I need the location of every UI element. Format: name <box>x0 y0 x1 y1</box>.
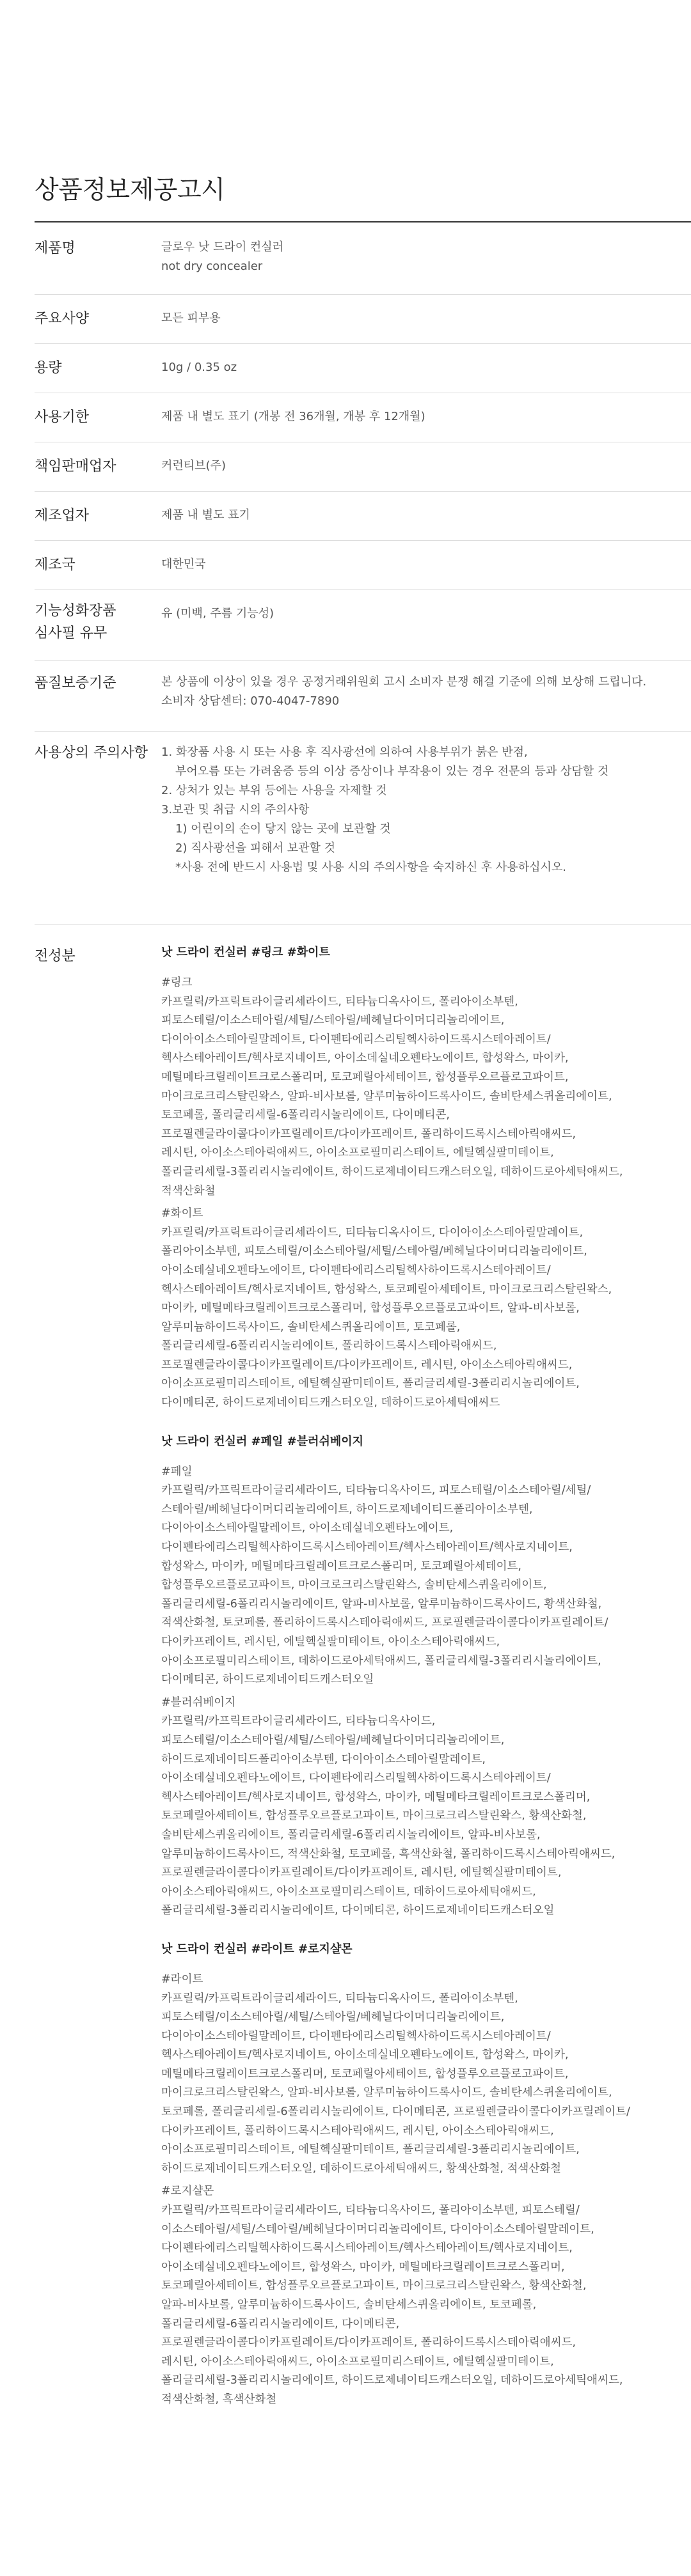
ingredient-line: 아이소프로필미리스테이트, 에틸헥실팔미테이트, 폴리글리세릴-3폴리리시놀리에이트, <box>161 1377 580 1391</box>
ingredient-line: 레시틴, 아이소스테아릭애씨드, 아이소프로필미리스테이트, 에틸헥실팔미테이트, <box>161 1146 554 1160</box>
ingredients-group-heading: 낫 드라이 컨실러 #페일 #블러쉬베이지 <box>161 1434 364 1448</box>
ingredient-list <box>161 2201 691 2410</box>
ingredient-line: 카프릴릭/카프릭트라이글리세라이드, 티타늄디옥사이드, 폴리아이소부텐, <box>161 995 518 1008</box>
page-title: 상품정보제공고시 <box>35 176 225 205</box>
ingredient-line: 토코페릴아세테이트, 합성플루오르플로고파이트, 마이크로크리스탈린왁스, 황색산화철, <box>161 1809 587 1823</box>
ingredient-line: 헥사스테아레이트/헥사로지네이트, 아이소데실네오펜타노에이트, 합성왁스, 마이카, <box>161 2049 569 2062</box>
ingredient-line: 아이소프로필미리스테이트, 에틸헥실팔미테이트, 폴리글리세릴-3폴리리시놀리에이트, <box>161 2143 580 2157</box>
row-value <box>161 457 691 476</box>
info-row-spec <box>35 295 691 344</box>
ingredient-line: 이소스테아릴/세틸/스테아릴/베헤닐다이머디리놀리에이트, 다이아이소스테아릴말레이트, <box>161 2222 594 2236</box>
ingredients-group-heading: 낫 드라이 컨실러 #라이트 #로지샬몬 <box>161 1942 353 1956</box>
ingredient-line: 카프릴릭/카프릭트라이글리세라이드, 티타늄디옥사이드, 폴리아이소부텐, 피토스테릴/ <box>161 2204 580 2217</box>
ingredient-line: 다이메티콘, 하이드로제네이티드캐스터오일, 데하이드로아세틱애씨드 <box>161 1396 500 1410</box>
ingredient-line: 헥사스테아레이트/헥사로지네이트, 합성왁스, 마이카, 메틸메타크릴레이트크로스폴리머, <box>161 1790 591 1804</box>
row-value <box>161 407 691 426</box>
value-line: 소비자 상담센터: 070-4047-7890 <box>161 694 340 708</box>
ingredient-line: 피토스테릴/이소스테아릴/세틸/스테아릴/베헤닐다이머디리놀리에이트, <box>161 2011 505 2024</box>
info-row-usage <box>35 732 691 925</box>
value-line: 모든 피부용 <box>161 311 221 325</box>
ingredients-group <box>161 943 691 2410</box>
ingredient-line: 다이펜타에리스리틸헥사하이드록시스테아레이트/헥사스테아레이트/헥사로지네이트, <box>161 1541 573 1554</box>
ingredient-line: 피토스테릴/이소스테아릴/세틸/스테아릴/베헤닐다이머디리놀리에이트, <box>161 1733 505 1747</box>
info-row-manufacturer <box>35 492 691 541</box>
ingredient-line: 폴리글리세릴-6폴리리시놀리에이트, 폴리하이드록시스테아릭애씨드, <box>161 1339 497 1353</box>
ingredient-list <box>161 993 691 1201</box>
value-line: 제품 내 별도 표기 <box>161 508 250 522</box>
info-row-country <box>35 541 691 590</box>
value-line: 유 (미백, 주름 기능성) <box>161 607 274 620</box>
ingredient-line: 다이메티콘, 하이드로제네이티드캐스터오일 <box>161 1673 374 1687</box>
info-row-expiry <box>35 393 691 442</box>
ingredient-line: 메틸메타크릴레이트크로스폴리머, 토코페릴아세테이트, 합성플루오르플로고파이트, <box>161 1070 569 1084</box>
ingredient-line: 헥사스테아레이트/헥사로지네이트, 합성왁스, 토코페릴아세테이트, 마이크로크리스탈린왁스, <box>161 1283 612 1296</box>
ingredient-line: 아이소데실네오펜타노에이트, 다이펜타에리스리틸헥사하이드록시스테아레이트/ <box>161 1263 551 1277</box>
value-line: 대한민국 <box>161 558 206 571</box>
usage-line: *사용 전에 반드시 사용법 및 사용 시의 주의사항을 숙지하신 후 사용하십시오. <box>175 861 566 874</box>
ingredient-line: 마이카, 메틸메타크릴레이트크로스폴리머, 합성플루오르플로고파이트, 알파-비사보롤, <box>161 1302 580 1315</box>
ingredient-line: 알루미늄하이드록사이드, 적색산화철, 토코페롤, 흑색산화철, 폴리하이드록시스테아릭애씨드, <box>161 1847 616 1861</box>
ingredient-line: 아이소스테아릭애씨드, 아이소프로필미리스테이트, 데하이드로아세틱애씨드, <box>161 1885 536 1898</box>
ingredient-line: 레시틴, 아이소스테아릭애씨드, 아이소프로필미리스테이트, 에틸헥실팔미테이트, <box>161 2355 554 2368</box>
ingredient-line: 적색산화철, 토코페롤, 폴리하이드록시스테아릭애씨드, 프로필렌글라이콜다이카프릴레이트/ <box>161 1616 608 1630</box>
ingredient-line: 솔비탄세스퀴올리에이트, 폴리글리세릴-6폴리리시놀리에이트, 알파-비사보롤, <box>161 1828 541 1841</box>
row-label-line: 심사필 유무 <box>35 625 107 641</box>
shade-name: #로지샬몬 <box>161 2185 214 2198</box>
row-label: 품질보증기준 <box>35 675 116 691</box>
usage-line: 3.보관 및 취급 시의 주의사항 <box>161 803 310 816</box>
ingredient-line: 프로필렌글라이콜다이카프릴레이트/다이카프레이트, 레시틴, 아이소스테아릭애씨드, <box>161 1358 573 1371</box>
ingredient-line: 하이드로제네이티드폴리아이소부텐, 다이아이소스테아릴말레이트, <box>161 1752 486 1766</box>
row-label-line: 기능성화장품 <box>35 603 116 619</box>
ingredient-list <box>161 1481 691 1690</box>
shade-name: #페일 <box>161 1465 193 1478</box>
ingredient-line: 다이카프레이트, 폴리하이드록시스테아릭애씨드, 레시틴, 아이소스테아릭애씨드, <box>161 2124 554 2137</box>
row-label: 용량 <box>35 360 62 376</box>
row-value <box>161 673 691 711</box>
ingredient-list <box>161 1990 691 2179</box>
usage-line: 2) 직사광선을 피해서 보관할 것 <box>175 841 336 855</box>
ingredient-line: 카프릴릭/카프릭트라이글리세라이드, 티타늄디옥사이드, <box>161 1715 436 1728</box>
ingredient-line: 폴리글리세릴-6폴리리시놀리에이트, 다이메티콘, <box>161 2317 400 2330</box>
ingredient-list <box>161 1224 691 1413</box>
ingredient-line: 카프릴릭/카프릭트라이글리세라이드, 티타늄디옥사이드, 다이아이소스테아릴말레이트, <box>161 1226 584 1239</box>
ingredient-line: 다이아이소스테아릴말레이트, 다이펜타에리스리틸헥사하이드록시스테아레이트/ <box>161 2029 551 2043</box>
ingredient-line: 다이펜타에리스리틸헥사하이드록시스테아레이트/헥사스테아레이트/헥사로지네이트, <box>161 2242 573 2255</box>
shade-name: #링크 <box>161 976 193 989</box>
row-label: 주요사양 <box>35 311 90 327</box>
ingredients-label: 전성분 <box>35 948 75 964</box>
ingredient-line: 합성왁스, 마이카, 메틸메타크릴레이트크로스폴리머, 토코페릴아세테이트, <box>161 1559 521 1573</box>
ingredient-line: 프로필렌글라이콜다이카프릴레이트/다이카프레이트, 폴리하이드록시스테아릭애씨드, <box>161 2336 576 2350</box>
info-row-quality <box>35 661 691 732</box>
ingredient-line: 마이크로크리스탈린왁스, 알파-비사보롤, 알루미늄하이드록사이드, 솔비탄세스퀴올리에이트, <box>161 1089 612 1103</box>
ingredient-line: 합성플루오르플로고파이트, 마이크로크리스탈린왁스, 솔비탄세스퀴올리에이트, <box>161 1579 547 1592</box>
shade-name: #라이트 <box>161 1972 203 1986</box>
row-label: 제조업자 <box>35 508 90 524</box>
value-line: not dry concealer <box>161 260 263 273</box>
ingredient-line: 알루미늄하이드록사이드, 솔비탄세스퀴올리에이트, 토코페롤, <box>161 1320 461 1334</box>
usage-line: 1. 화장품 사용 시 또는 사용 후 직사광선에 의하여 사용부위가 붉은 반점, <box>161 745 528 759</box>
ingredient-line: 프로필렌글라이콜다이카프릴레이트/다이카프레이트, 레시틴, 에틸헥실팔미테이트, <box>161 1866 562 1880</box>
shade-name: #화이트 <box>161 1207 203 1221</box>
ingredient-line: 카프릴릭/카프릭트라이글리세라이드, 티타늄디옥사이드, 폴리아이소부텐, <box>161 1992 518 2005</box>
ingredient-line: 하이드로제네이티드캐스터오일, 데하이드로아세틱애씨드, 황색산화철, 적색산화철 <box>161 2162 562 2175</box>
shade-name: #블러쉬베이지 <box>161 1696 236 1709</box>
ingredient-line: 폴리글리세릴-3폴리리시놀리에이트, 다이메티콘, 하이드로제네이티드캐스터오일 <box>161 1904 555 1917</box>
info-row-distributor <box>35 442 691 492</box>
ingredient-line: 토코페롤, 폴리글리세릴-6폴리리시놀리에이트, 다이메티콘, <box>161 1109 450 1122</box>
value-line: 커런티브(주) <box>161 459 226 472</box>
row-value <box>161 309 691 328</box>
usage-line: 2. 상처가 있는 부위 등에는 사용을 자제할 것 <box>161 784 387 797</box>
ingredient-line: 피토스테릴/이소스테아릴/세틸/스테아릴/베헤닐다이머디리놀리에이트, <box>161 1014 505 1027</box>
usage-notes <box>161 743 691 877</box>
ingredient-list <box>161 1712 691 1921</box>
ingredient-line: 적색산화철 <box>161 1184 216 1198</box>
ingredient-line: 폴리글리세릴-3폴리리시놀리에이트, 하이드로제네이티드캐스터오일, 데하이드로아세틱애씨드, <box>161 1165 623 1178</box>
value-line: 10g / 0.35 oz <box>161 361 237 374</box>
usage-line: 부어오름 또는 가려움증 등의 이상 증상이나 부작용이 있는 경우 전문의 등과 상담할 것 <box>175 765 609 778</box>
row-value <box>161 555 691 574</box>
row-label: 사용상의 주의사항 <box>35 745 148 761</box>
row-label: 제품명 <box>35 240 75 256</box>
ingredient-line: 토코페릴아세테이트, 합성플루오르플로고파이트, 마이크로크리스탈린왁스, 황색산화철, <box>161 2279 587 2293</box>
ingredient-line: 프로필렌글라이콜다이카프릴레이트/다이카프레이트, 폴리하이드록시스테아릭애씨드, <box>161 1127 576 1141</box>
row-label: 책임판매업자 <box>35 458 116 474</box>
value-line: 글로우 낫 드라이 컨실러 <box>161 240 284 254</box>
value-line: 본 상품에 이상이 있을 경우 공정거래위원회 고시 소비자 분쟁 해결 기준에 의해 보상해 드립니다. <box>161 675 647 689</box>
ingredient-line: 다이아이소스테아릴말레이트, 다이펜타에리스리틸헥사하이드록시스테아레이트/ <box>161 1033 551 1046</box>
ingredient-line: 알파-비사보롤, 알루미늄하이드록사이드, 솔비탄세스퀴올리에이트, 토코페롤, <box>161 2299 537 2311</box>
ingredient-line: 폴리아이소부텐, 피토스테릴/이소스테아릴/세틸/스테아릴/베헤닐다이머디리놀리에이트, <box>161 1245 587 1258</box>
info-row-product-name <box>35 222 691 295</box>
ingredient-line: 적색산화철, 흑색산화철 <box>161 2393 277 2406</box>
info-row-functional <box>35 590 691 661</box>
ingredient-line: 마이크로크리스탈린왁스, 알파-비사보롤, 알루미늄하이드록사이드, 솔비탄세스퀴올리에이트, <box>161 2086 612 2100</box>
ingredient-line: 헥사스테아레이트/헥사로지네이트, 아이소데실네오펜타노에이트, 합성왁스, 마이카, <box>161 1052 569 1065</box>
info-row-volume <box>35 344 691 393</box>
ingredient-line: 아이소데실네오펜타노에이트, 합성왁스, 마이카, 메틸메타크릴레이트크로스폴리머, <box>161 2260 565 2274</box>
ingredient-line: 스테아릴/베헤닐다이머디리놀리에이트, 하이드로제네이티드폴리아이소부텐, <box>161 1503 533 1516</box>
row-label: 제조국 <box>35 557 75 573</box>
ingredient-line: 토코페롤, 폴리글리세릴-6폴리리시놀리에이트, 다이메티콘, 프로필렌글라이콜다이카프릴레이트/ <box>161 2105 630 2119</box>
ingredients-group-heading: 낫 드라이 컨실러 #링크 #화이트 <box>161 946 330 959</box>
ingredient-line: 폴리글리세릴-6폴리리시놀리에이트, 알파-비사보롤, 알루미늄하이드록사이드, 황색산화철, <box>161 1597 602 1611</box>
row-label: 사용기한 <box>35 409 90 425</box>
ingredient-line: 카프릴릭/카프릭트라이글리세라이드, 티타늄디옥사이드, 피토스테릴/이소스테아릴/세틸/ <box>161 1484 591 1497</box>
usage-line: 1) 어린이의 손이 닿지 않는 곳에 보관할 것 <box>175 822 391 836</box>
value-line: 제품 내 별도 표기 (개봉 전 36개월, 개봉 후 12개월) <box>161 410 425 423</box>
ingredient-line: 아이소데실네오펜타노에이트, 다이펜타에리스리틸헥사하이드록시스테아레이트/ <box>161 1772 551 1785</box>
ingredient-line: 다이아이소스테아릴말레이트, 아이소데실네오펜타노에이트, <box>161 1522 454 1535</box>
ingredient-line: 아이소프로필미리스테이트, 데하이드로아세틱애씨드, 폴리글리세릴-3폴리리시놀리에이트, <box>161 1654 601 1667</box>
row-value <box>161 358 691 377</box>
row-value <box>161 238 691 276</box>
ingredient-line: 폴리글리세릴-3폴리리시놀리에이트, 하이드로제네이티드캐스터오일, 데하이드로아세틱애씨드, <box>161 2374 623 2387</box>
row-value <box>161 604 691 623</box>
row-value <box>161 506 691 525</box>
ingredient-line: 다이카프레이트, 레시틴, 에틸헥실팔미테이트, 아이소스테아릭애씨드, <box>161 1635 500 1648</box>
ingredient-line: 메틸메타크릴레이트크로스폴리머, 토코페릴아세테이트, 합성플루오르플로고파이트, <box>161 2067 569 2080</box>
